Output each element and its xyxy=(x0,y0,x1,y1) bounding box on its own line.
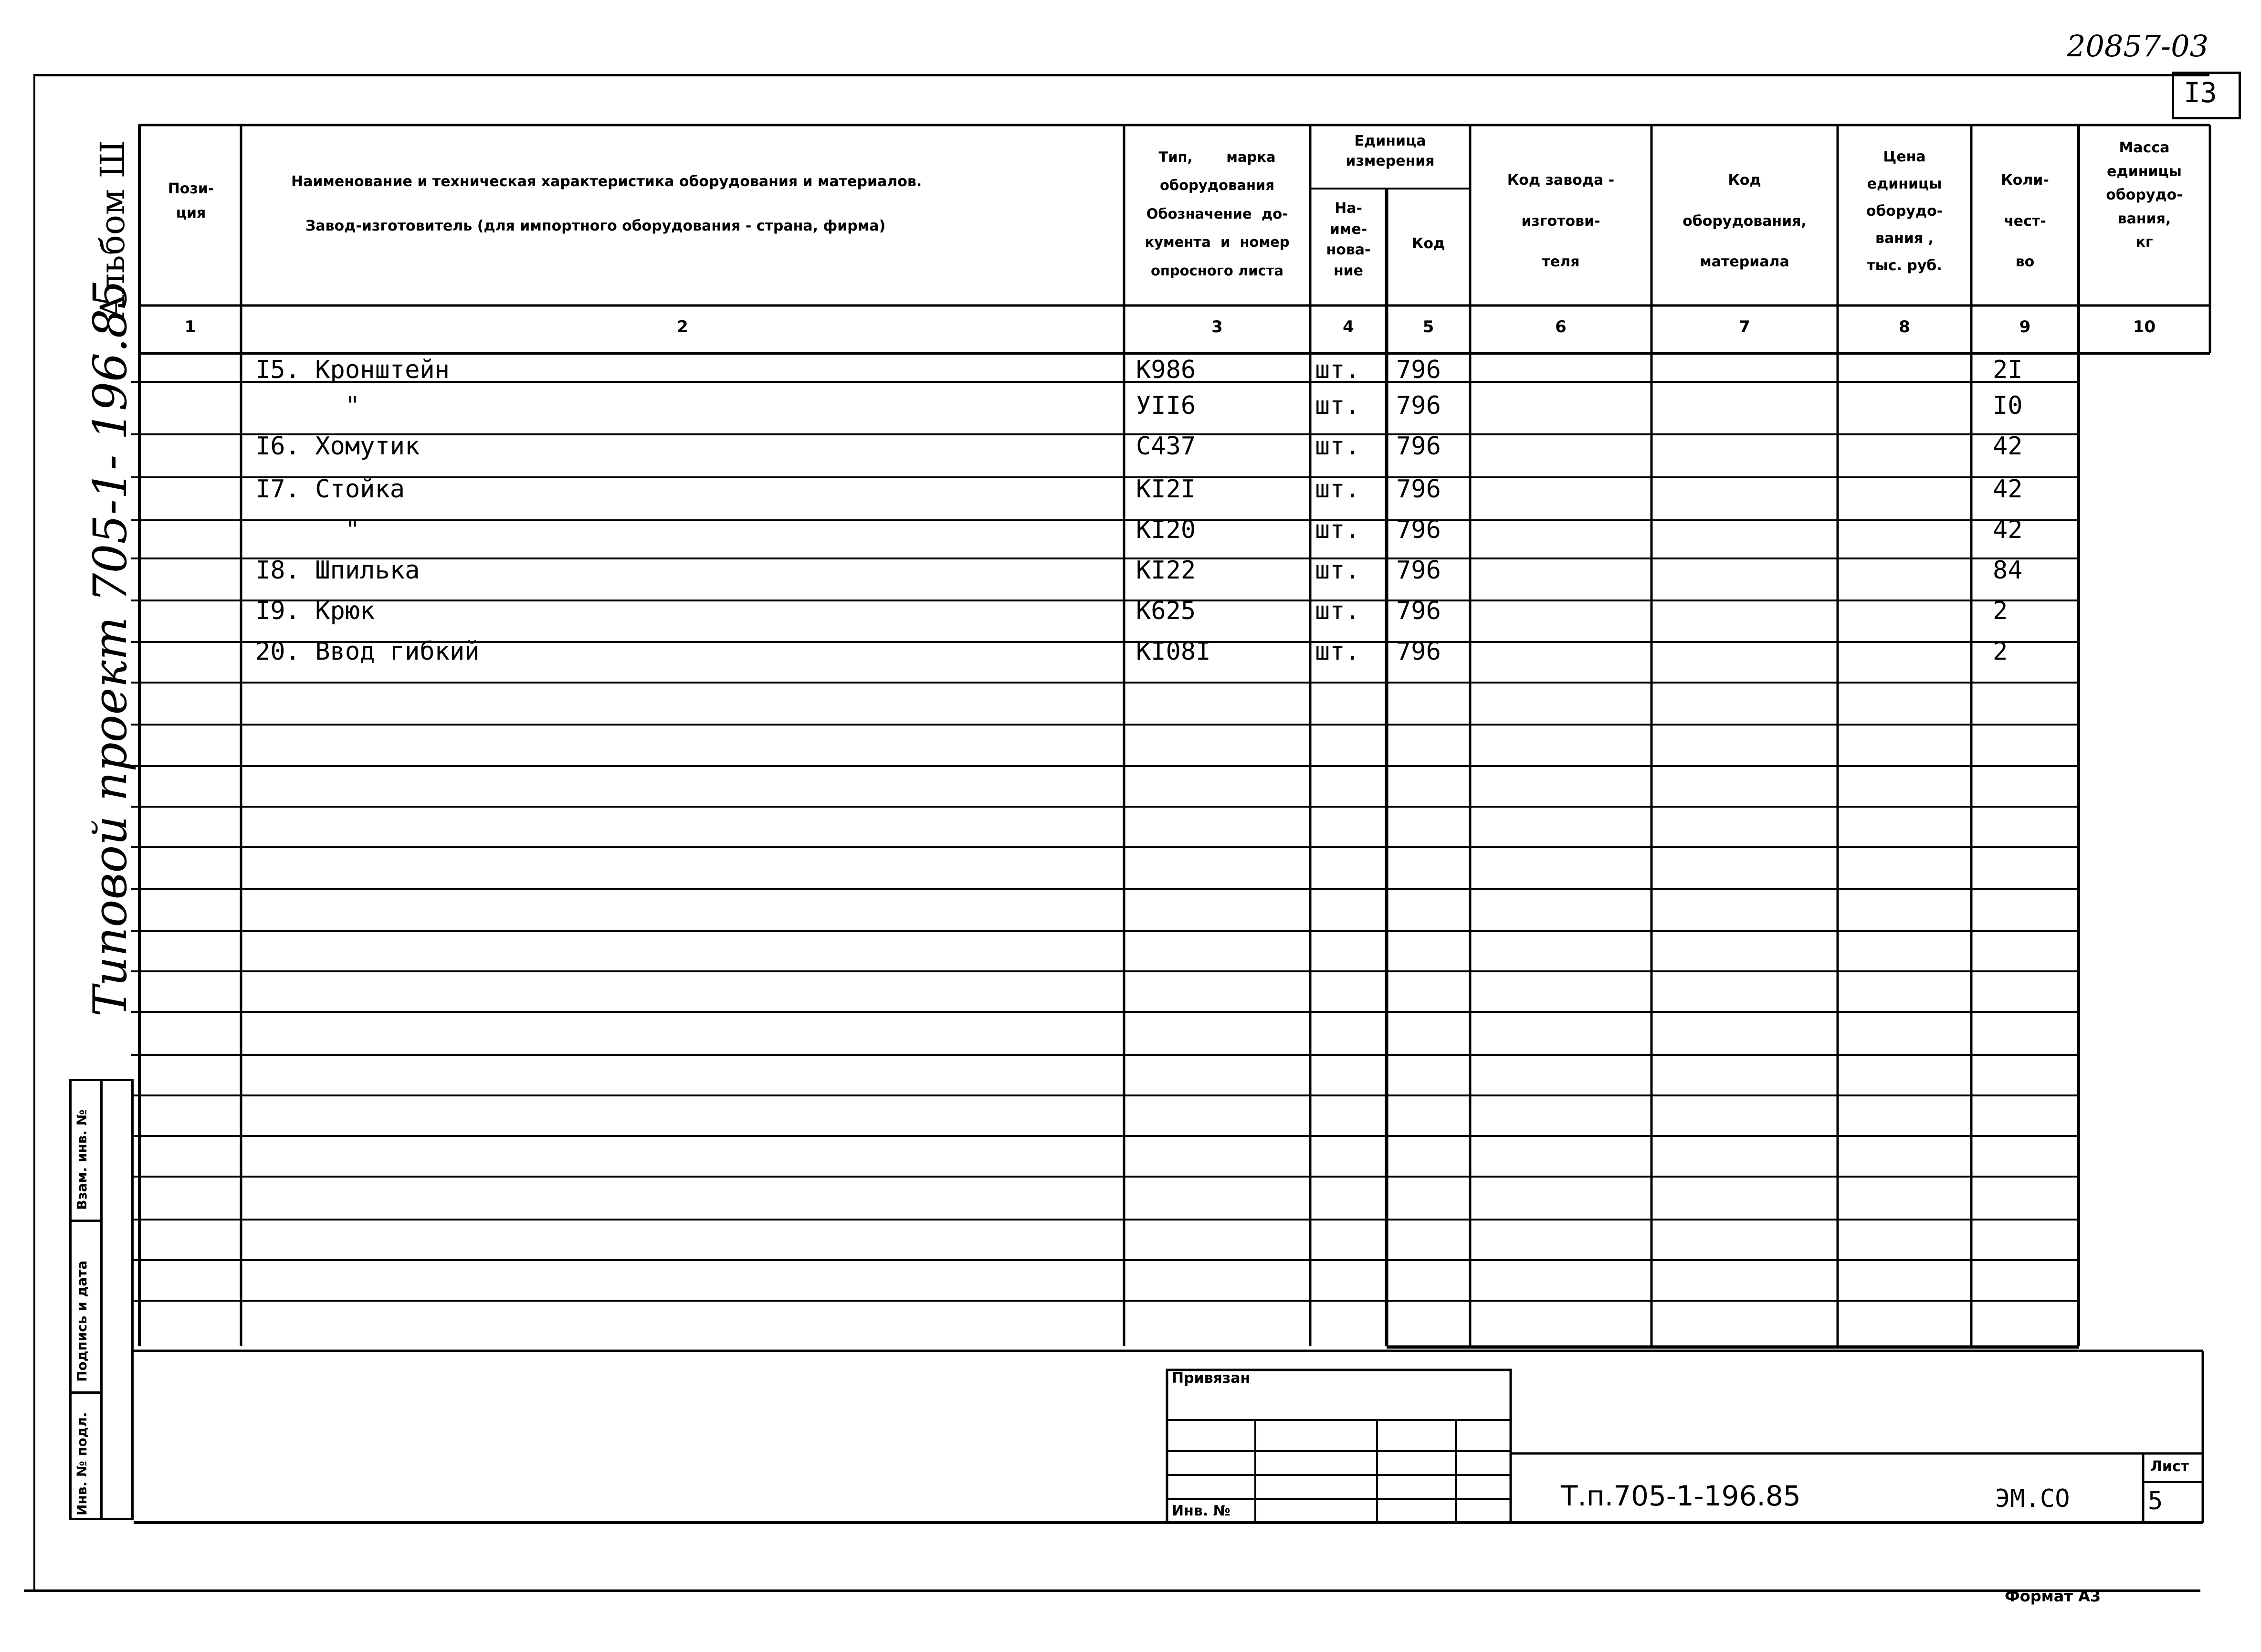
header-position: Пози- ция xyxy=(168,180,214,221)
album-label: Альбом Ш xyxy=(93,140,132,320)
row-quantity: 42 xyxy=(1993,475,2023,504)
row-name: I8. Шпилька xyxy=(255,556,420,585)
row-unit: шт. xyxy=(1315,516,1360,544)
row-name: " xyxy=(255,391,360,420)
format-label: Формат А3 xyxy=(2005,1587,2101,1605)
col-number-5: 5 xyxy=(1422,317,1434,337)
col-number-6: 6 xyxy=(1555,317,1567,337)
header-quantity: Коли- чест- во xyxy=(2001,172,2049,270)
header-unit-name: На- име- нова- ние xyxy=(1326,200,1371,279)
row-quantity: I0 xyxy=(1993,391,2023,420)
row-unit: шт. xyxy=(1315,391,1360,420)
row-code: 796 xyxy=(1396,356,1441,384)
list-number: 5 xyxy=(2148,1487,2163,1515)
row-code: 796 xyxy=(1396,432,1441,461)
row-unit: шт. xyxy=(1315,432,1360,461)
row-type: КI22 xyxy=(1136,556,1196,585)
header-name-line1: Наименование и техническая характеристика оборудования и материалов. xyxy=(291,173,922,190)
col-number-2: 2 xyxy=(677,317,688,337)
col-number-10: 10 xyxy=(2133,317,2156,337)
header-unit-code: Код xyxy=(1411,235,1445,252)
row-unit: шт. xyxy=(1315,597,1360,625)
header-name-line2: Завод-изготовитель (для импортного оборудования - страна, фирма) xyxy=(305,218,886,234)
col-number-9: 9 xyxy=(2019,317,2031,337)
row-quantity: 42 xyxy=(1993,516,2023,544)
privyazan-label: Привязан xyxy=(1172,1370,1251,1387)
row-name: I7. Стойка xyxy=(255,475,405,504)
sheet-mark: ЭМ.СО xyxy=(1995,1484,2070,1513)
row-quantity: 2I xyxy=(1993,356,2023,384)
row-type: КI08I xyxy=(1136,637,1211,666)
header-price: Цена единицы оборудо- вания , тыс. руб. xyxy=(1866,148,1943,274)
row-type: К986 xyxy=(1136,356,1196,384)
col-number-1: 1 xyxy=(184,317,196,337)
row-name: I6. Хомутик xyxy=(255,432,420,461)
row-quantity: 2 xyxy=(1993,597,2008,625)
col-number-8: 8 xyxy=(1899,317,1910,337)
doc-code: Т.п.705-1-196.85 xyxy=(1561,1480,1801,1512)
project-side-label: Типовой проект 705-1- 196.85 xyxy=(84,280,137,1017)
stamp-podpis: Подпись и дата xyxy=(74,1260,90,1382)
row-type: С437 xyxy=(1136,432,1196,461)
document-number: 20857-03 xyxy=(2067,29,2209,63)
row-code: 796 xyxy=(1396,391,1441,420)
header-type: Тип, марка оборудования Обозначение до- кумента и номер опросного листа xyxy=(1145,149,1290,279)
page-corner-number: I3 xyxy=(2184,76,2217,109)
list-label: Лист xyxy=(2150,1458,2189,1475)
row-type: УII6 xyxy=(1136,391,1196,420)
row-code: 796 xyxy=(1396,556,1441,585)
row-type: КI2I xyxy=(1136,475,1196,504)
row-name: I5. Кронштейн xyxy=(255,356,450,384)
row-code: 796 xyxy=(1396,475,1441,504)
header-mass: Масса единицы оборудо- вания, кг xyxy=(2106,139,2183,251)
row-unit: шт. xyxy=(1315,475,1360,504)
inv-number-label: Инв. № xyxy=(1172,1503,1230,1519)
row-code: 796 xyxy=(1396,637,1441,666)
row-quantity: 84 xyxy=(1993,556,2023,585)
row-name: I9. Крюк xyxy=(255,597,375,625)
row-name: " xyxy=(255,516,360,544)
row-unit: шт. xyxy=(1315,356,1360,384)
row-quantity: 2 xyxy=(1993,637,2008,666)
col-number-7: 7 xyxy=(1739,317,1750,337)
header-equipment-code: Код оборудования, материала xyxy=(1683,172,1807,270)
row-code: 796 xyxy=(1396,597,1441,625)
row-unit: шт. xyxy=(1315,556,1360,585)
col-number-4: 4 xyxy=(1343,317,1354,337)
header-factory-code: Код завода - изготови- теля xyxy=(1507,172,1615,270)
row-code: 796 xyxy=(1396,516,1441,544)
stamp-inv: Инв. № подл. xyxy=(74,1412,90,1515)
row-type: К625 xyxy=(1136,597,1196,625)
row-type: КI20 xyxy=(1136,516,1196,544)
col-number-3: 3 xyxy=(1211,317,1223,337)
header-unit: Единица измерения xyxy=(1346,133,1435,169)
row-quantity: 42 xyxy=(1993,432,2023,461)
row-name: 20. Ввод гибкий xyxy=(255,637,480,666)
stamp-vzam: Взам. инв. № xyxy=(74,1109,90,1210)
row-unit: шт. xyxy=(1315,637,1360,666)
